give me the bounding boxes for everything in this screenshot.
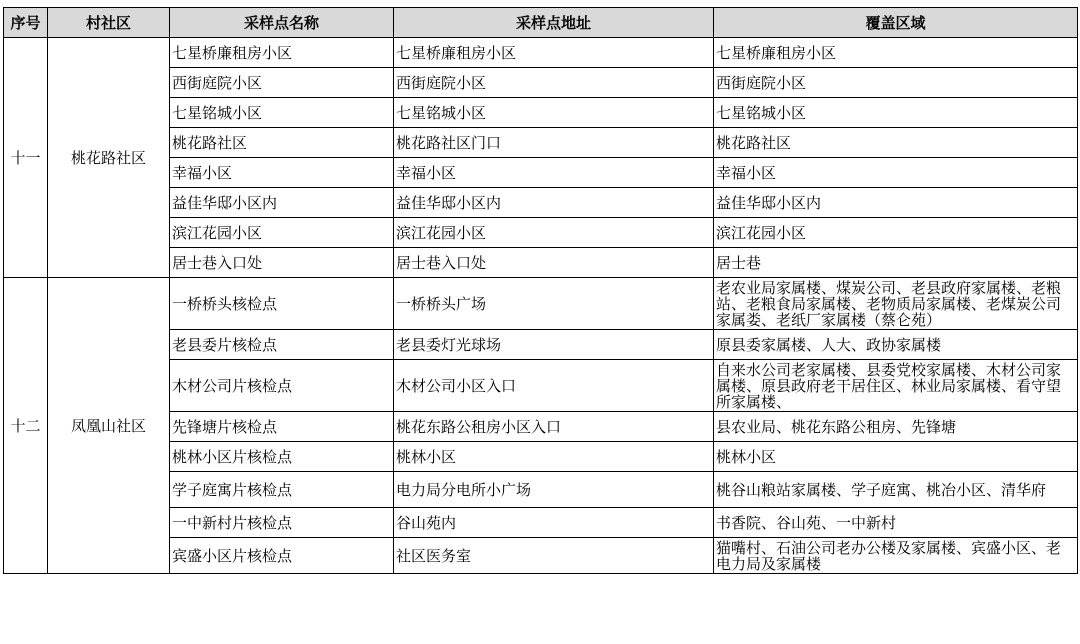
cell-address: 滨江花园小区 xyxy=(394,218,714,248)
cell-coverage: 桃林小区 xyxy=(714,442,1078,472)
cell-coverage: 猫嘴村、石油公司老办公楼及家属楼、宾盛小区、老电力局及家属楼 xyxy=(714,538,1078,574)
cell-name: 学子庭寓片核检点 xyxy=(170,472,394,508)
cell-address: 桃花东路公租房小区入口 xyxy=(394,412,714,442)
header-coverage: 覆盖区域 xyxy=(714,8,1078,38)
cell-coverage: 老农业局家属楼、煤炭公司、老县政府家属楼、老粮站、老粮食局家属楼、老物质局家属楼、老煤炭公司家属娄、老纸厂家属楼（蔡仑苑） xyxy=(714,278,1078,330)
cell-name: 桃林小区片核检点 xyxy=(170,442,394,472)
group-community: 桃花路社区 xyxy=(48,38,170,278)
cell-name: 老县委片核检点 xyxy=(170,330,394,360)
table-row xyxy=(4,278,1078,330)
cell-name: 桃花路社区 xyxy=(170,128,394,158)
cell-coverage: 桃花路社区 xyxy=(714,128,1078,158)
cell-name: 木材公司片核检点 xyxy=(170,360,394,412)
cell-name: 宾盛小区片核检点 xyxy=(170,538,394,574)
cell-coverage: 居士巷 xyxy=(714,248,1078,278)
cell-name: 西街庭院小区 xyxy=(170,68,394,98)
cell-address: 一桥桥头广场 xyxy=(394,278,714,330)
cell-coverage: 县农业局、桃花东路公租房、先锋塘 xyxy=(714,412,1078,442)
header-row xyxy=(4,8,1078,38)
cell-name: 先锋塘片核检点 xyxy=(170,412,394,442)
header-name: 采样点名称 xyxy=(170,8,394,38)
cell-name: 滨江花园小区 xyxy=(170,218,394,248)
cell-name: 幸福小区 xyxy=(170,158,394,188)
cell-address: 居士巷入口处 xyxy=(394,248,714,278)
cell-address: 老县委灯光球场 xyxy=(394,330,714,360)
cell-address: 谷山苑内 xyxy=(394,508,714,538)
header-seq: 序号 xyxy=(4,8,48,38)
cell-name: 益佳华邸小区内 xyxy=(170,188,394,218)
cell-coverage: 幸福小区 xyxy=(714,158,1078,188)
cell-coverage: 西街庭院小区 xyxy=(714,68,1078,98)
cell-address: 桃林小区 xyxy=(394,442,714,472)
cell-address: 木材公司小区入口 xyxy=(394,360,714,412)
cell-name: 一中新村片核检点 xyxy=(170,508,394,538)
cell-address: 电力局分电所小广场 xyxy=(394,472,714,508)
cell-address: 西街庭院小区 xyxy=(394,68,714,98)
cell-address: 桃花路社区门口 xyxy=(394,128,714,158)
header-community: 村社区 xyxy=(48,8,170,38)
cell-address: 七星铭城小区 xyxy=(394,98,714,128)
group-seq: 十二 xyxy=(4,278,48,574)
table-row xyxy=(4,38,1078,68)
cell-coverage: 七星桥廉租房小区 xyxy=(714,38,1078,68)
cell-name: 一桥桥头核检点 xyxy=(170,278,394,330)
cell-name: 七星铭城小区 xyxy=(170,98,394,128)
group-seq: 十一 xyxy=(4,38,48,278)
cell-coverage: 七星铭城小区 xyxy=(714,98,1078,128)
cell-coverage: 原县委家属楼、人大、政协家属楼 xyxy=(714,330,1078,360)
cell-coverage: 书香院、谷山苑、一中新村 xyxy=(714,508,1078,538)
header-address: 采样点地址 xyxy=(394,8,714,38)
cell-coverage: 益佳华邸小区内 xyxy=(714,188,1078,218)
cell-address: 幸福小区 xyxy=(394,158,714,188)
cell-address: 七星桥廉租房小区 xyxy=(394,38,714,68)
cell-name: 居士巷入口处 xyxy=(170,248,394,278)
cell-coverage: 自来水公司老家属楼、县委党校家属楼、木材公司家属楼、原县政府老干居住区、林业局家属楼、看守望所家属楼、 xyxy=(714,360,1078,412)
cell-address: 社区医务室 xyxy=(394,538,714,574)
cell-address: 益佳华邸小区内 xyxy=(394,188,714,218)
cell-name: 七星桥廉租房小区 xyxy=(170,38,394,68)
sampling-points-table xyxy=(3,7,1078,574)
group-community: 凤凰山社区 xyxy=(48,278,170,574)
cell-coverage: 滨江花园小区 xyxy=(714,218,1078,248)
cell-coverage: 桃谷山粮站家属楼、学子庭寓、桃冶小区、清华府 xyxy=(714,472,1078,508)
